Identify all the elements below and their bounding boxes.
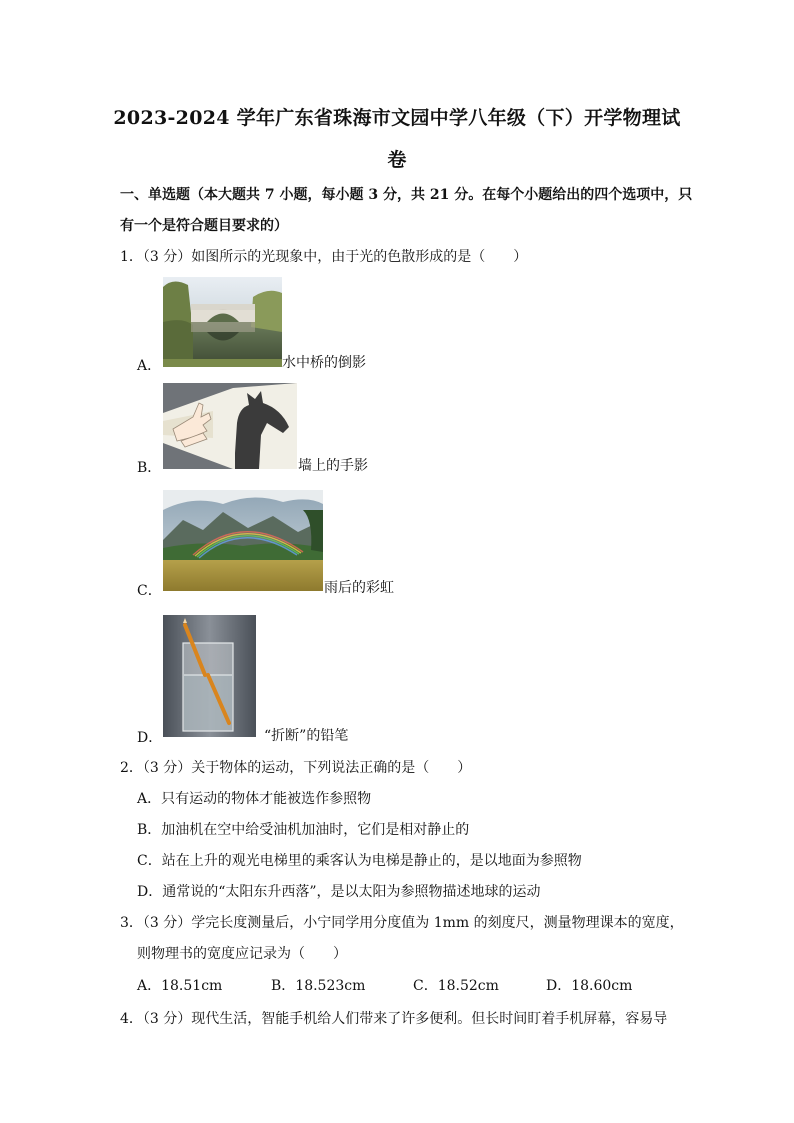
- q2-option-d: D．通常说的“太阳东升西落”，是以太阳为参照物描述地球的运动: [137, 884, 541, 900]
- q3-option-a: A．18.51cm: [137, 978, 223, 994]
- exam-title-line2: 卷: [387, 149, 407, 171]
- q3-option-d: D．18.60cm: [546, 978, 633, 994]
- q1-option-c-caption: 雨后的彩虹: [324, 580, 394, 596]
- q1-option-b-label: B．: [137, 460, 162, 476]
- q3-stem-line1: 3．（3 分）学完长度测量后，小宁同学用分度值为 1mm 的刻度尺，测量物理课本的宽度，: [120, 915, 684, 931]
- hand-shadow-photo-icon: [163, 383, 297, 469]
- section-heading-line1: 一、单选题（本大题共 7 小题，每小题 3 分，共 21 分。在每个小题给出的四个选项中，只: [120, 187, 693, 203]
- bent-pencil-photo-icon: [163, 615, 256, 737]
- q2-stem: 2．（3 分）关于物体的运动，下列说法正确的是（ ）: [120, 760, 472, 776]
- q2-option-b: B．加油机在空中给受油机加油时，它们是相对静止的: [137, 822, 470, 838]
- q4-stem: 4．（3 分）现代生活，智能手机给人们带来了许多便利。但长时间盯着手机屏幕，容易导: [120, 1011, 668, 1027]
- q3-option-c: C．18.52cm: [413, 978, 499, 994]
- rainbow-photo-icon: [163, 490, 323, 591]
- q1-option-d-caption: “折断”的铅笔: [264, 728, 349, 744]
- q1-option-a-caption: 水中桥的倒影: [282, 355, 366, 371]
- section-heading-line2: 有一个是符合题目要求的）: [120, 218, 288, 234]
- q1-option-c-label: C．: [137, 583, 162, 599]
- q3-option-b: B．18.523cm: [271, 978, 366, 994]
- q1-option-a-label: A．: [137, 358, 162, 374]
- q2-option-c: C．站在上升的观光电梯里的乘客认为电梯是静止的，是以地面为参照物: [137, 853, 582, 869]
- exam-title-line1: 2023-2024 学年广东省珠海市文园中学八年级（下）开学物理试: [113, 107, 681, 129]
- bridge-reflection-photo-icon: [163, 277, 282, 367]
- q3-stem-line2: 则物理书的宽度应记录为（ ）: [137, 946, 347, 962]
- q1-stem: 1．（3 分）如图所示的光现象中，由于光的色散形成的是（ ）: [120, 249, 528, 265]
- q1-option-d-label: D．: [137, 730, 163, 746]
- q1-option-b-caption: 墙上的手影: [298, 458, 368, 474]
- q2-option-a: A．只有运动的物体才能被选作参照物: [137, 791, 372, 807]
